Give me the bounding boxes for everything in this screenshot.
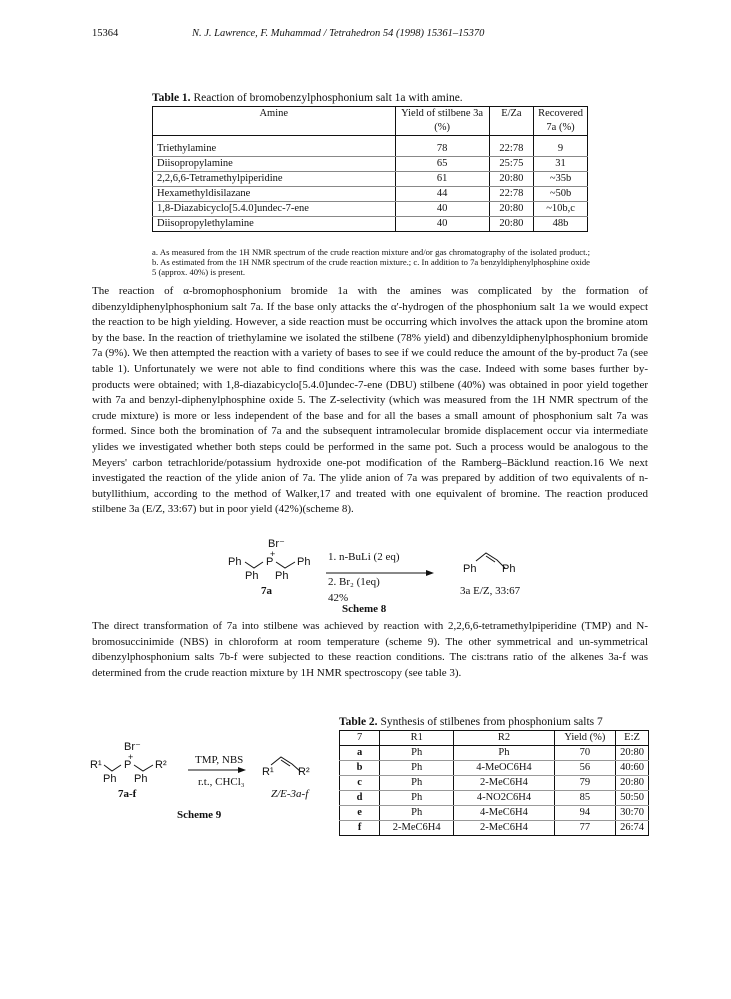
table1-cell-amine: Diisopropylamine	[153, 157, 396, 172]
table1-cell-yield: 65	[395, 157, 489, 172]
table1-cell-amine: 1,8-Diazabicyclo[5.4.0]undec-7-ene	[153, 202, 396, 217]
table2-col-ez: E:Z	[616, 731, 649, 746]
table2-cell-ez: 20:80	[616, 776, 649, 791]
scheme9-product-label: Z/E-3a-f	[271, 788, 309, 800]
table2-cell-r1: Ph	[380, 791, 454, 806]
scheme9-phosphorus: P	[124, 759, 132, 771]
table2-cell-ez: 20:80	[616, 746, 649, 761]
table2-cell-r2: 2-MeC6H4	[454, 821, 554, 836]
scheme8-plus: +	[270, 549, 276, 559]
scheme8-product-ph-1: Ph	[463, 563, 477, 575]
table1-cell-recovered: ~35b	[534, 172, 588, 187]
table2-cell-id: b	[340, 761, 380, 776]
table1-cell-yield: 44	[395, 187, 489, 202]
table2-cell-id: e	[340, 806, 380, 821]
table2-cell-yield: 77	[554, 821, 615, 836]
table2-cell-id: a	[340, 746, 380, 761]
table1-cell-recovered: 9	[534, 136, 588, 157]
table1-cell-ez: 25:75	[489, 157, 533, 172]
table1-col-ez: E/Za	[489, 107, 533, 136]
table2-row	[340, 791, 649, 806]
scheme8-reagent-1: 1. n-BuLi (2 eq)	[328, 551, 400, 563]
scheme8-reagent-2: 2. Br₂ (1eq)	[328, 576, 380, 588]
table2-col-id: 7	[340, 731, 380, 746]
scheme9-ph-2: Ph	[134, 773, 148, 785]
table1-cell-ez: 20:80	[489, 217, 533, 232]
table2-row	[340, 776, 649, 791]
scheme8-start-label: 7a	[261, 585, 272, 597]
table2-cell-r2: 4-MeOC6H4	[454, 761, 554, 776]
table2-cell-r1: Ph	[380, 746, 454, 761]
scheme8-phosphorus: P	[266, 556, 274, 568]
table1-caption-label: Table 1.	[152, 92, 191, 104]
table2-cell-ez: 40:60	[616, 761, 649, 776]
scheme9-plus: +	[128, 752, 134, 762]
table2-cell-ez: 50:50	[616, 791, 649, 806]
table2-cell-r2: 4-NO2C6H4	[454, 791, 554, 806]
table1-caption-text: Reaction of bromobenzylphosphonium salt 1a with amine.	[193, 92, 463, 104]
scheme8-product-label: 3a E/Z, 33:67	[460, 585, 521, 597]
table2-cell-id: d	[340, 791, 380, 806]
scheme9-start-label: 7a-f	[118, 788, 137, 800]
table1-cell-ez: 22:78	[489, 136, 533, 157]
table2-col-r2: R2	[454, 731, 554, 746]
table2-cell-r2: 4-MeC6H4	[454, 806, 554, 821]
table1-cell-amine: Hexamethyldisilazane	[153, 187, 396, 202]
scheme9-bond-left	[104, 765, 121, 771]
table1-cell-ez: 20:80	[489, 202, 533, 217]
scheme9-reagent-top: TMP, NBS	[195, 754, 244, 766]
table2-row	[340, 761, 649, 776]
scheme9-arrowhead	[238, 767, 246, 773]
table1-cell-amine: 2,2,6,6-Tetramethylpiperidine	[153, 172, 396, 187]
table1-cell-recovered: ~50b	[534, 187, 588, 202]
scheme8-yield: 42%	[328, 592, 349, 604]
scheme9-product-r1: R¹	[262, 766, 274, 778]
table2-caption-text: Synthesis of stilbenes from phosphonium salts 7	[380, 716, 603, 728]
table2-cell-r1: Ph	[380, 761, 454, 776]
table2-cell-r1: Ph	[380, 806, 454, 821]
scheme9-ph-1: Ph	[103, 773, 117, 785]
table2-caption-label: Table 2.	[339, 716, 378, 728]
page-number: 15364	[92, 28, 119, 39]
scheme8-ph-top-left: Ph	[228, 556, 242, 568]
table1-cell-ez: 20:80	[489, 172, 533, 187]
table1-cell-yield: 40	[395, 202, 489, 217]
table2-cell-ez: 26:74	[616, 821, 649, 836]
scheme9-bromide: Br⁻	[124, 741, 141, 753]
scheme8-ph-bottom-right: Ph	[275, 570, 289, 582]
scheme9-r1: R¹	[90, 759, 102, 771]
table1-cell-yield: 61	[395, 172, 489, 187]
paragraph-2: The direct transformation of 7a into stilbene was achieved by reaction with 2,2,6,6-tetramethylpiperidine (TMP) and N-bromosuccinimide (NBS) in chloroform at room temperature (scheme 9). The other symmetrical and un-symmetrical dibenzylphosphonium salts 7b-f were subjected to these reaction conditions. The cis:trans ratio of the alkenes 3a-f was determined from the crude reaction mixture by 1H NMR spectroscopy (see table 3).	[92, 620, 648, 679]
table1-cell-recovered: 48b	[534, 217, 588, 232]
table2-cell-yield: 79	[554, 776, 615, 791]
scheme8-ph-bottom-left: Ph	[245, 570, 259, 582]
table2-col-r1: R1	[380, 731, 454, 746]
table1-cell-yield: 40	[395, 217, 489, 232]
scheme9-bond-right	[134, 765, 153, 771]
scheme9-caption: Scheme 9	[177, 809, 222, 821]
table1-cell-ez: 22:78	[489, 187, 533, 202]
table1-col-amine: Amine	[153, 107, 396, 136]
table2-cell-id: f	[357, 822, 362, 833]
scheme9-reagent-bottom: r.t., CHCl₃	[198, 776, 245, 788]
table1-col-recovered: Recovered 7a (%)	[534, 107, 588, 136]
scheme9-product-double-bond	[281, 760, 290, 766]
table2-cell-ez: 30:70	[616, 806, 649, 821]
scheme8-caption: Scheme 8	[342, 603, 387, 615]
table2-cell-r1: 2-MeC6H4	[380, 821, 454, 836]
table2-cell-yield: 56	[554, 761, 615, 776]
table2-col-yield: Yield (%)	[554, 731, 615, 746]
table2-row	[340, 806, 649, 821]
table2-cell-r1: Ph	[380, 776, 454, 791]
table1-cell-amine: Triethylamine	[153, 136, 396, 157]
table1-cell-yield: 78	[395, 136, 489, 157]
scheme9-product-r2: R²	[298, 766, 310, 778]
table1-cell-recovered: 31	[534, 157, 588, 172]
table2-row	[340, 746, 649, 761]
table2-cell-yield: 70	[554, 746, 615, 761]
table2-cell-yield: 94	[554, 806, 615, 821]
running-head: N. J. Lawrence, F. Muhammad / Tetrahedron 54 (1998) 15361–15370	[192, 28, 485, 39]
table1-cell-recovered: ~10b,c	[534, 202, 588, 217]
scheme8-bromide: Br⁻	[268, 538, 285, 550]
paragraph-1: The reaction of α-bromophosphonium bromide 1a with the amines was complicated by the formation of dibenzyldiphenylphosphonium salt 7a. If the base only attacks the α'-hydrogen of the phosphonium salt 1a we would expect the reaction to be high yielding. However, a side reaction must be occurring which involves the attack upon the bromine atom by the base. In the reaction of triethylamine we isolated the stilbene (78% yield) and dibenzyldiphenylphosphonium bromide 7a (9%). We then attempted the reaction with a variety of bases to see if we could reduce the amount of the by-product 7a (see table 1). Unfortunately we were not able to find conditions where this was the case. Indeed with some bases further by-products were obtained; with 1,8-diazabicyclo[5.4.0]undec-7-ene (DBU) stilbene (40%) was obtained in poor yield together with 7a and benzyl-diphenylphosphine oxide 5. The Z-selectivity (which was measured from the 1H NMR spectrum of the crude mixture) is more or less independent of the base and for all the bases a small amount of phosphonium salt 7a was formed. Since both the bromination of 7a and the subsequent intramolecular bromide displacement occur via intermediate ylides we investigated whether both steps could be performed in the same pot. Such a process would be analogous to the Meyers' carbon tetrachloride/potassium hydroxide one-pot modification of the Ramberg–Bäcklund reaction.16 We next investigated the reaction of the ylide anion of 7a. The ylide anion of 7a was prepared by addition of two equivalents of n-butyllithium, according to the method of Walker,17 and treated with one equivalent of bromine. The reaction produced stilbene 3a (E/Z, 33:67) but in poor yield (42%)(scheme 8).	[92, 285, 648, 516]
table1-cell-amine: Diisopropylethylamine	[157, 218, 254, 229]
table1-col-yield: Yield of stilbene 3a (%)	[395, 107, 489, 136]
table2	[339, 730, 649, 836]
scheme9-r2: R²	[155, 759, 167, 771]
scheme8-product-ph-2: Ph	[502, 563, 516, 575]
table2-cell-id: c	[340, 776, 380, 791]
table2-cell-r2: 2-MeC6H4	[454, 776, 554, 791]
table2-row	[340, 821, 649, 836]
table1-footnote: a. As measured from the 1H NMR spectrum of the crude reaction mixture and/or gas chromatography of the isolated product.; b. As estimated from the 1H NMR spectrum of the crude reaction mixture.; c. In addition to 7a benzyldiphenylphosphine oxide 5 (approx. 40%) is present.	[152, 247, 590, 277]
table2-caption	[339, 716, 603, 728]
table2-cell-yield: 85	[554, 791, 615, 806]
table2-cell-r2: Ph	[454, 746, 554, 761]
scheme9-product-bonds	[271, 757, 301, 772]
scheme8-ph-top-right: Ph	[297, 556, 311, 568]
